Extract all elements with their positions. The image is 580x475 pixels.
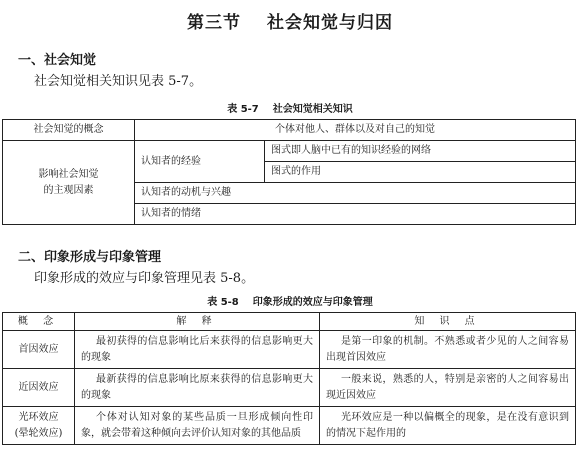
header-concept: 概 念 <box>3 313 75 331</box>
header-explain: 解 释 <box>75 313 320 331</box>
table-5-7 <box>2 119 576 225</box>
heading-social-perception: 一、社会知觉 <box>18 53 97 68</box>
concept-label: 社会知觉的概念 <box>3 120 135 141</box>
schema-cell: 图式即人脑中已有的知识经验的网络 <box>265 141 576 162</box>
section-number: 第三节 <box>187 13 241 33</box>
page-title <box>0 8 580 33</box>
factors-label-line1: 影响社会知觉 <box>38 168 99 180</box>
table-row <box>3 369 576 407</box>
caption-number: 表 5-7 <box>227 104 259 115</box>
point-cell: 是第一印象的机制。不熟悉或者少见的人之间容易出现首因效应 <box>320 331 576 369</box>
table-5-8-caption <box>0 293 580 308</box>
table-row <box>3 120 576 141</box>
concept-name: 光环效应 <box>18 411 59 423</box>
concept-alias: (晕轮效应) <box>14 427 63 439</box>
concept-value: 个体对他人、群体以及对自己的知觉 <box>135 120 576 141</box>
explain-cell: 最新获得的信息影响比原来获得的信息影响更大的现象 <box>75 369 320 407</box>
concept-cell <box>3 407 75 445</box>
point-cell: 一般来说，熟悉的人，特别是亲密的人之间容易出现近因效应 <box>320 369 576 407</box>
table-row <box>3 407 576 445</box>
intro-impression: 印象形成的效应与印象管理见表 5-8。 <box>34 271 255 286</box>
factors-label <box>3 141 135 225</box>
table-header-row <box>3 313 576 331</box>
emotion-cell: 认知者的情绪 <box>135 204 576 225</box>
concept-cell: 首因效应 <box>3 331 75 369</box>
caption-text: 印象形成的效应与印象管理 <box>252 297 373 308</box>
concept-cell: 近因效应 <box>3 369 75 407</box>
point-cell: 光环效应是一种以偏概全的现象，是在没有意识到的情况下起作用的 <box>320 407 576 445</box>
header-point: 知 识 点 <box>320 313 576 331</box>
explain-cell: 个体对认知对象的某些品质一旦形成倾向性印象，就会带着这种倾向去评价认知对象的其他品质 <box>75 407 320 445</box>
caption-number: 表 5-8 <box>207 297 239 308</box>
motivation-cell: 认知者的动机与兴趣 <box>135 183 576 204</box>
schema-role-cell: 图式的作用 <box>265 162 576 183</box>
table-5-7-caption <box>0 100 580 115</box>
table-row <box>3 141 576 162</box>
heading-impression: 二、印象形成与印象管理 <box>18 250 162 265</box>
experience-cell: 认知者的经验 <box>135 141 265 183</box>
explain-cell: 最初获得的信息影响比后来获得的信息影响更大的现象 <box>75 331 320 369</box>
caption-text: 社会知觉相关知识 <box>272 104 353 115</box>
table-5-8 <box>2 312 576 445</box>
intro-social-perception: 社会知觉相关知识见表 5-7。 <box>34 74 203 89</box>
section-title: 社会知觉与归因 <box>267 13 393 33</box>
table-row <box>3 331 576 369</box>
factors-label-line2: 的主观因素 <box>43 184 94 196</box>
